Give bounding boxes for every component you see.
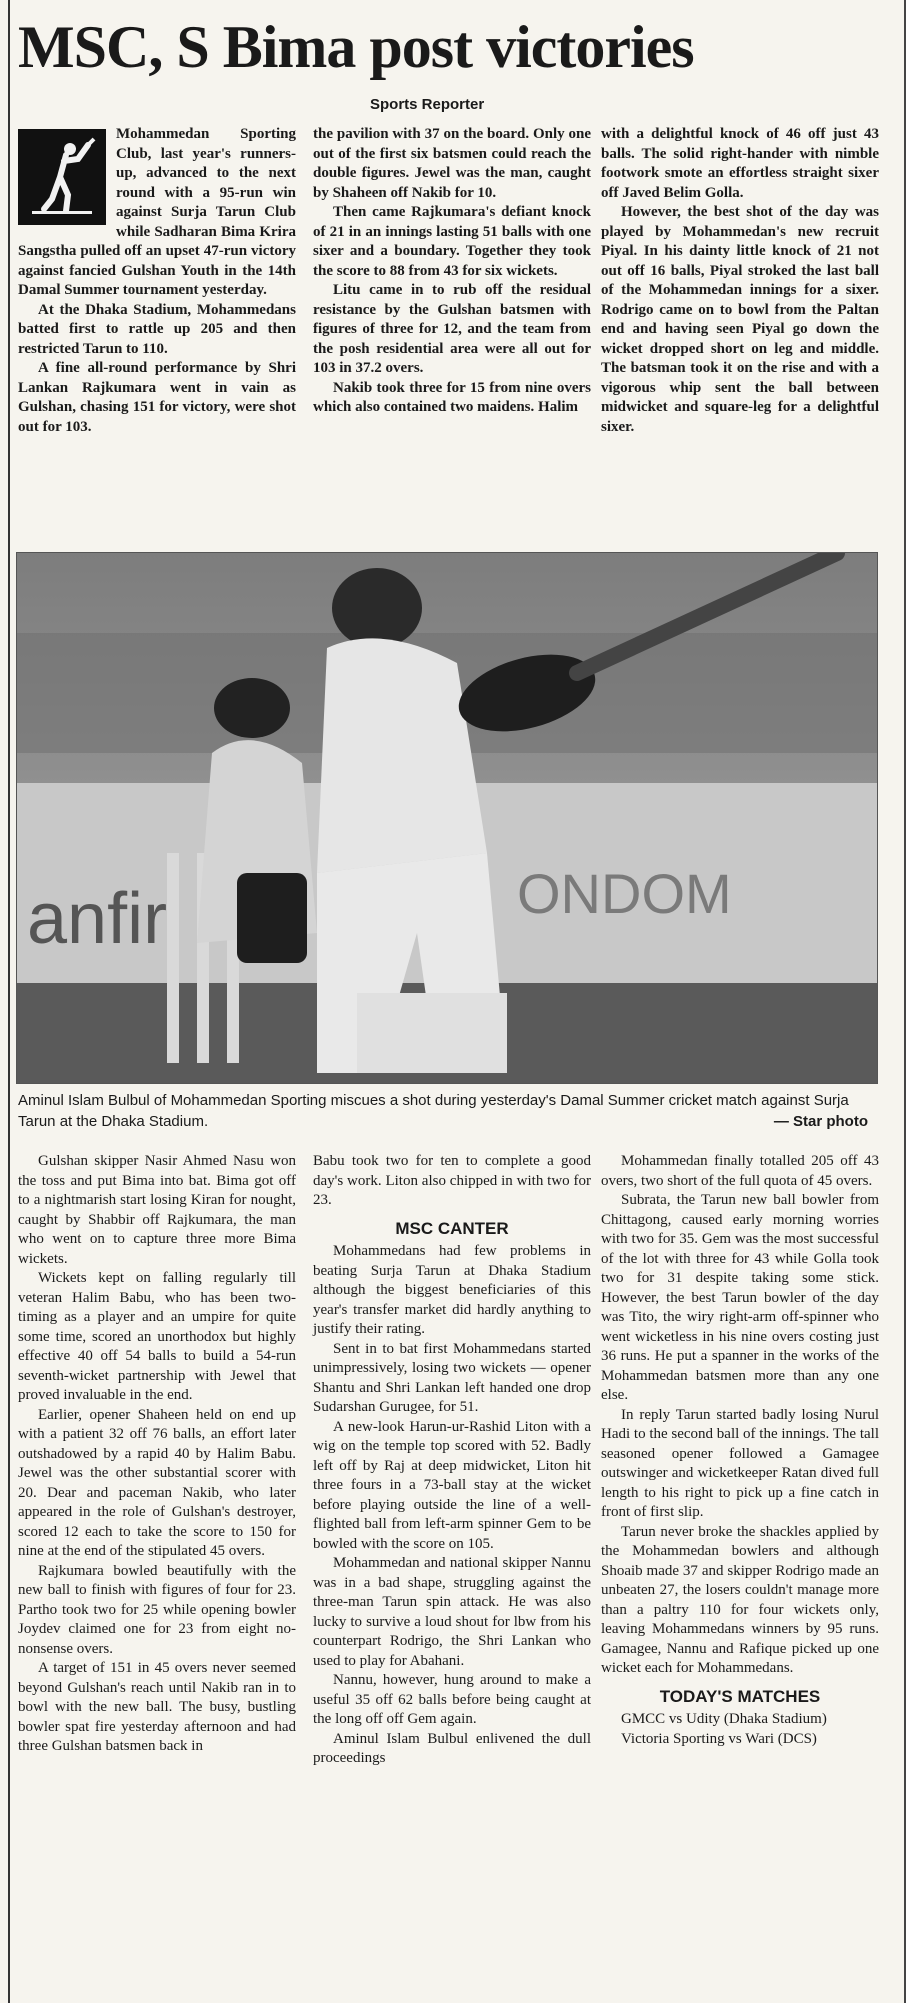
- paragraph: However, the best shot of the day was played by Mohammedan's new recruit Piyal. In his dainty little knock of 21 not out off 16 balls, Piyal stroked the last ball of the Mohammedan innings for a sixer. Rodrigo came on to bowl from the Paltan end and having seen Piyal go down the wicket dropped short on leg and middle. The batsman took it on the rise and with a vigorous whip sent the ball between midwicket and square-leg for a delightful sixer.: [601, 204, 879, 435]
- section-subhead: MSC CANTER: [395, 1218, 509, 1238]
- paragraph: Mohammedan Sporting Club, last year's runners-up, advanced to the next round with a 95-run win against Surja Tarun Club while Sadharan Bima Krira Sangstha pulled off an upset 47-run victory against fancied Gulshan Youth in the 14th Damal Summer tournament yesterday.: [18, 126, 296, 298]
- paragraph: with a delightful knock of 46 off just 43 balls. The solid right-hander with nimble footwork smote an effortless straight sixer off Javed Belim Golla.: [601, 126, 879, 201]
- paragraph: Subrata, the Tarun new ball bowler from Chittagong, caused early morning worries with two for 35. Gem was the most successful of the lot with three for 43 while Golla took two for 31 despite taking some stick. However, the best Tarun bowler of the day was Tito, the wiry right-arm off-spinner who went wicketless in his nine overs costing just 36 runs. He put a spanner in the works of the Mohammedan batsmen more than any one else.: [601, 1192, 879, 1403]
- top-column-3: [601, 125, 879, 437]
- paragraph: Mohammedan finally totalled 205 off 43 overs, two short of the full quota of 45 overs.: [601, 1153, 879, 1189]
- paragraph: Sent in to bat first Mohammedans started unimpressively, losing two wickets — opener Shantu and Shri Lankan left handed one drop Sudarshan Gurugee, for 51.: [313, 1340, 591, 1415]
- left-border: [8, 0, 10, 2003]
- photo-caption: [18, 1090, 878, 1132]
- photo-credit: — Star photo: [773, 1113, 868, 1130]
- paragraph: Aminul Islam Bulbul enlivened the dull proceedings: [313, 1730, 591, 1766]
- top-column-1: [18, 125, 296, 437]
- match-listing: Victoria Sporting vs Wari (DCS): [621, 1730, 817, 1747]
- bottom-column-3: [601, 1152, 879, 1749]
- banner-text: ONDOM: [517, 862, 732, 925]
- paragraph: Babu took two for ten to complete a good day's work. Liton also chipped in with two for 23.: [313, 1153, 591, 1208]
- paragraph: Wickets kept on falling regularly till veteran Halim Babu, who has been two-timing as a player and an umpire for quite some time, scored an unorthodox but highly effective 40 off 54 balls to build a 54-run seventh-wicket partnership with Jewel that proved invaluable in the end.: [18, 1270, 296, 1403]
- paragraph: Mohammedans had few problems in beating Surja Tarun at Dhaka Stadium although the biggest beneficiaries of this year's transfer market did hardly anything to justify their rating.: [313, 1243, 591, 1337]
- paragraph: A new-look Harun-ur-Rashid Liton with a wig on the temple top scored with 52. Badly left off by Raj at deep midwicket, Liton hit three fours in a 73-ball stay at the wicket before playing outside the line of a well-flighted ball from left-arm spinner Gem to be bowled with the score on 105.: [313, 1418, 591, 1552]
- paragraph: Earlier, opener Shaheen held on end up with a patient 32 off 76 balls, an effort later outshadowed by a rapid 40 by Halim Babu. Jewel was the other substantial scorer with 20. Dear and paceman Nakib, who later appeared in the role of Gulshan's destroyer, scored 12 each to take the score to 150 for nine at the end of the stipulated 45 overs.: [18, 1406, 296, 1559]
- cricket-photo-illustration: [17, 553, 877, 1083]
- paragraph: Nannu, however, hung around to make a useful 35 off 62 balls before being caught at the long off off Gem again.: [313, 1672, 591, 1727]
- paragraph: At the Dhaka Stadium, Mohammedans batted first to rattle up 205 and then restricted Tarun to 110.: [18, 301, 296, 357]
- headline: MSC, S Bima post victories: [18, 14, 694, 80]
- cricket-batsman-icon: [18, 129, 106, 225]
- paragraph: A fine all-round performance by Shri Lankan Rajkumara went in vain as Gulshan, chasing 151 for victory, were shot out for 103.: [18, 360, 296, 435]
- paragraph: the pavilion with 37 on the board. Only one out of the first six batsmen could reach the double figures. Jewel was the man, caught by Shaheen off Nakib for 10.: [313, 126, 591, 201]
- paragraph: Gulshan skipper Nasir Ahmed Nasu won the toss and put Bima into bat. Bima got off to a nightmarish start losing Kiran for nought, caught by Shabbir off Rajkumara, the man who went on to capture three more Bima wickets.: [18, 1153, 296, 1267]
- cricket-photo: [16, 552, 878, 1084]
- paragraph: Litu came in to rub off the residual resistance by the Gulshan batsmen with figures of three for 12, and the team from the posh residential area were all out for 103 in 37.2 overs.: [313, 282, 591, 376]
- todays-matches-title: TODAY'S MATCHES: [659, 1686, 821, 1706]
- paragraph: Nakib took three for 15 from nine overs which also contained two maidens. Halim: [313, 379, 591, 415]
- bottom-column-1: [18, 1152, 296, 1757]
- byline: Sports Reporter: [370, 96, 485, 113]
- banner-text-left: anfir: [27, 879, 168, 959]
- paragraph: Mohammedan and national skipper Nannu was in a bad shape, struggling against the three-man Tarun spin attack. He was also lucky to survive a loud shout for lbw from his counterpart Rodrigo, the Shri Lankan who used to play for Abahani.: [313, 1555, 591, 1669]
- match-listing: GMCC vs Udity (Dhaka Stadium): [621, 1711, 827, 1727]
- paragraph: Rajkumara bowled beautifully with the new ball to finish with figures of four for 23. Partho took two for 25 while opening bowler Joydev claimed one for 23 from eight no-nonsense overs.: [18, 1562, 296, 1657]
- paragraph: Then came Rajkumara's defiant knock of 21 in an innings lasting 51 balls with one sixer and a boundary. Together they took the score to 88 from 43 for six wickets.: [313, 204, 591, 279]
- paragraph: In reply Tarun started badly losing Nurul Hadi to the second ball of the innings. The tall seasoned opener followed a Gamagee outswinger and wicketkeeper Ratan dived full length to his right to pick up a fine catch in front of first slip.: [601, 1406, 879, 1520]
- caption-text: Aminul Islam Bulbul of Mohammedan Sporting miscues a shot during yesterday's Damal Summer cricket match against Surja Tarun at the Dhaka Stadium.: [18, 1092, 849, 1130]
- paragraph: Tarun never broke the shackles applied by the Mohammedan bowlers and although Shoaib made 37 and skipper Rodrigo made an unbeaten 27, the losers couldn't manage more than a paltry 110 for four wickets only, leaving Mohammedans winners by 95 runs. Gamagee, Nannu and Rafique picked up one wicket each for Mohammedans.: [601, 1523, 879, 1676]
- bottom-column-2: [313, 1152, 591, 1769]
- top-column-2: [313, 125, 591, 418]
- paragraph: A target of 151 in 45 overs never seemed beyond Gulshan's reach until Nakib ran in to bowl with the new ball. The busy, bustling bowler spat fire yesterday afternoon and had three Gulshan batsmen back in: [18, 1660, 296, 1754]
